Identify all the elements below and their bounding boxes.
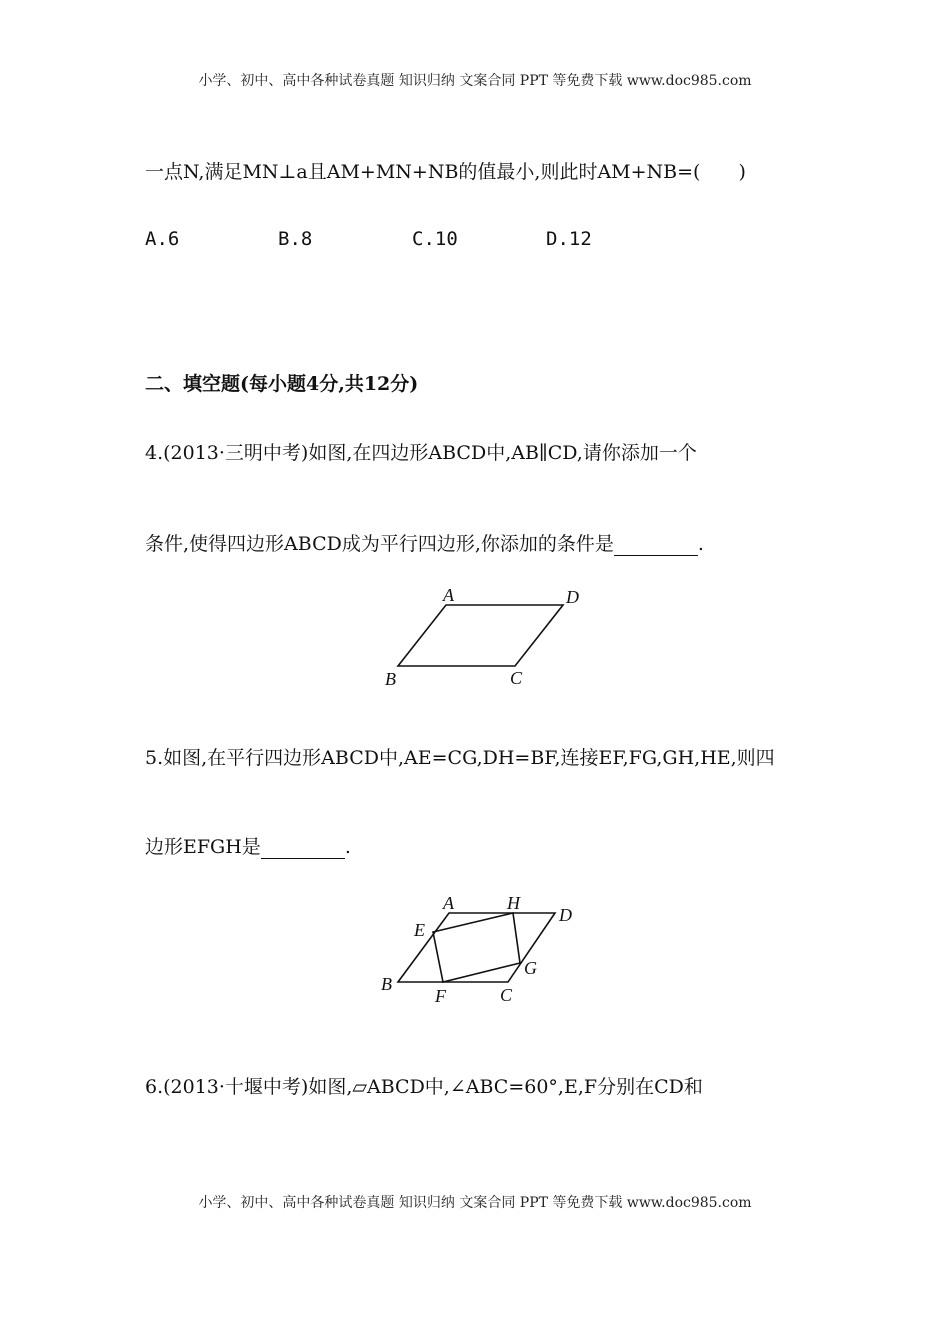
q4-figure [385, 585, 579, 689]
q5-answer-blank [261, 840, 345, 859]
q4-text: 条件,使得四边形ABCD成为平行四边形,你添加的条件是 [145, 533, 614, 555]
label-d: D [566, 587, 579, 607]
section-title: 二、填空题(每小题4分,共12分) [145, 373, 419, 395]
label-g: G [524, 958, 537, 978]
label-d: D [559, 905, 572, 925]
q5-line2 [145, 832, 351, 859]
q5-period: . [344, 836, 351, 858]
label-c: C [500, 985, 513, 1005]
label-b: B [385, 669, 396, 689]
q4-period: . [697, 533, 704, 555]
page-footer: 小学、初中、高中各种试卷真题 知识归纳 文案合同 PPT 等免费下载 www.doc985.com [198, 1195, 752, 1211]
page-header: 小学、初中、高中各种试卷真题 知识归纳 文案合同 PPT 等免费下载 www.doc985.com [198, 73, 752, 89]
q5-line1: 5.如图,在平行四边形ABCD中,AE=CG,DH=BF,连接EF,FG,GH,HE,则四 [145, 747, 775, 769]
q5-text: 边形EFGH是 [145, 836, 261, 858]
q6-line1: 6.(2013·十堰中考)如图,▱ABCD中,∠ABC=60°,E,F分别在CD和 [145, 1076, 703, 1098]
label-a: A [443, 893, 454, 913]
q3-option-b: B.8 [278, 228, 313, 250]
q5-figure [381, 893, 572, 1006]
q3-option-d: D.12 [546, 228, 592, 250]
q3-option-c: C.10 [412, 228, 458, 250]
q3-option-a: A.6 [145, 228, 180, 250]
q3-text: 一点N,满足MN⊥a且AM+MN+NB的值最小,则此时AM+NB=( ) [145, 161, 746, 183]
label-c: C [510, 668, 523, 688]
label-f: F [435, 986, 446, 1006]
label-b: B [381, 974, 392, 994]
q4-line1: 4.(2013·三明中考)如图,在四边形ABCD中,AB∥CD,请你添加一个 [145, 442, 697, 464]
label-e: E [414, 920, 425, 940]
label-a: A [443, 585, 454, 605]
label-h: H [507, 893, 520, 913]
